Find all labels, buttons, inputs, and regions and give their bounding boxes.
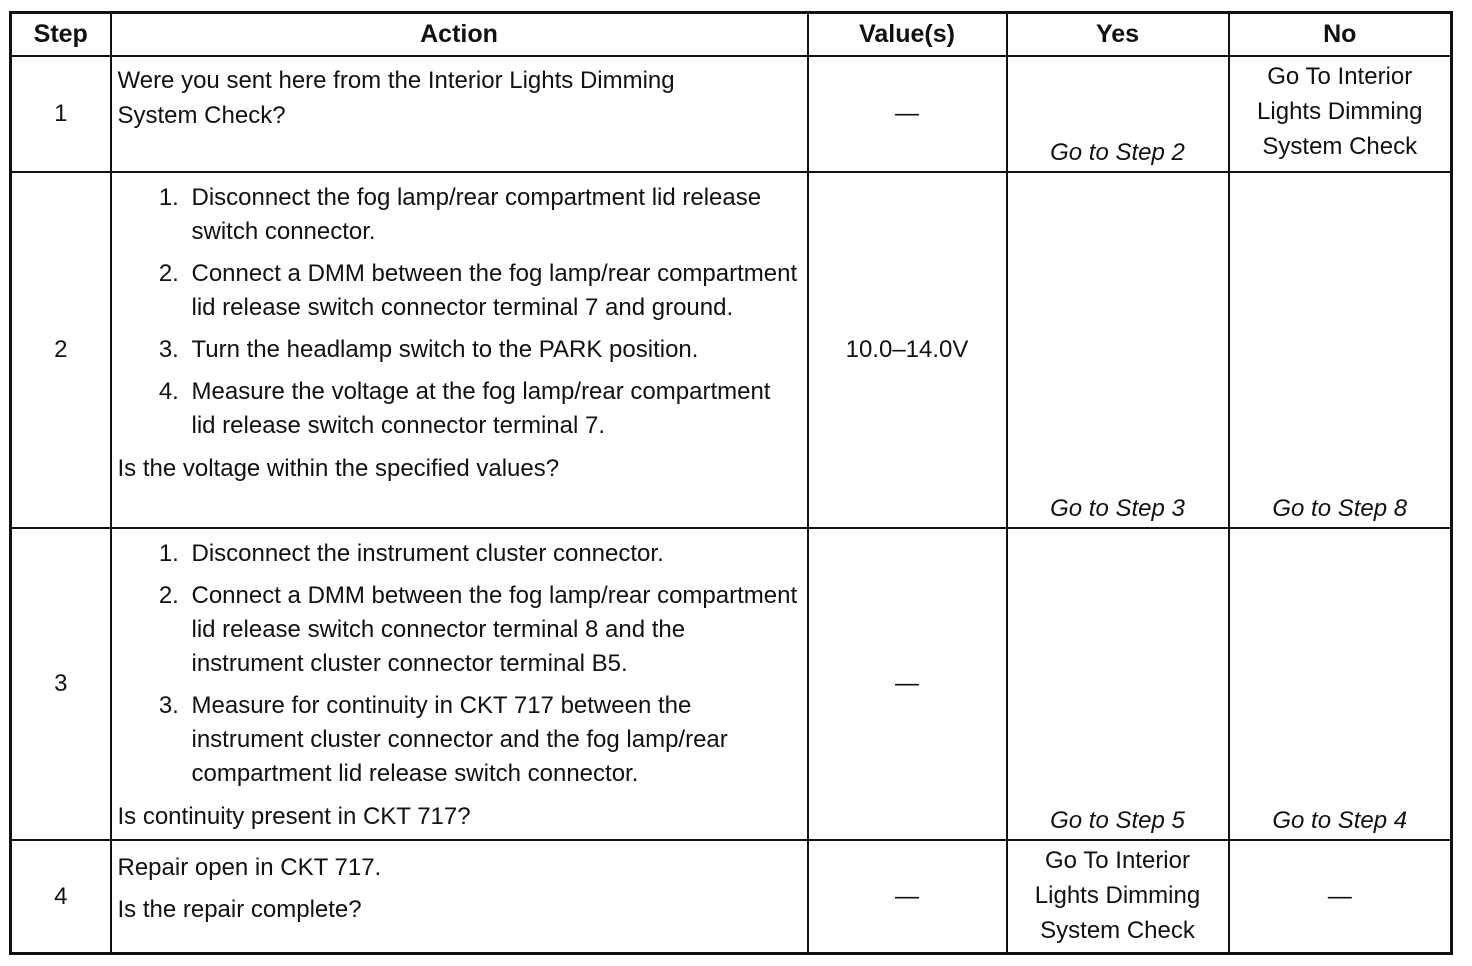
action-step: 3. Turn the headlamp switch to the PARK position.: [186, 333, 801, 367]
action-question: System Check?: [117, 102, 286, 129]
action-question: Is the repair complete?: [117, 896, 362, 923]
action-cell: [111, 56, 808, 172]
action-text: Repair open in CKT 717.: [117, 854, 382, 881]
no-cell: Go to Step 4: [1229, 528, 1452, 840]
action-question: Were you sent here from the Interior Lights Dimming: [117, 67, 675, 94]
step-number: 1: [11, 56, 111, 172]
action-step: 3. Measure for continuity in CKT 717 between the instrument cluster connector and the fog lamp/rear compartment lid release switch connector.: [186, 689, 801, 791]
action-question: Is the voltage within the specified values?: [117, 455, 560, 482]
no-line: System Check: [1262, 133, 1418, 160]
action-step: 2. Connect a DMM between the fog lamp/rear compartment lid release switch connector terminal 7 and ground.: [186, 257, 801, 325]
header-yes: Yes: [1007, 13, 1229, 57]
yes-cell: Go to Step 3: [1007, 172, 1229, 528]
step-number: 2: [11, 172, 111, 528]
header-no: No: [1229, 13, 1452, 57]
header-values: Value(s): [808, 13, 1007, 57]
value-cell: 10.0–14.0V: [808, 172, 1007, 528]
diagnostic-table: [9, 11, 1453, 955]
no-cell: —: [1229, 840, 1452, 954]
step-number: 4: [11, 840, 111, 954]
yes-line: Lights Dimming: [1034, 882, 1201, 909]
yes-cell: Go to Step 2: [1007, 56, 1229, 172]
action-step: 1. Disconnect the fog lamp/rear compartment lid release switch connector.: [186, 181, 801, 249]
table-row: [11, 56, 1452, 172]
action-steps-list: [118, 537, 801, 791]
action-steps-list: [118, 181, 801, 443]
value-cell: —: [808, 56, 1007, 172]
action-cell: [111, 172, 808, 528]
action-question: Is continuity present in CKT 717?: [117, 803, 471, 830]
action-step: 4. Measure the voltage at the fog lamp/rear compartment lid release switch connector terminal 7.: [186, 375, 801, 443]
yes-line: Go To Interior: [1045, 847, 1190, 874]
yes-cell: Go to Step 5: [1007, 528, 1229, 840]
no-cell: Go to Step 8: [1229, 172, 1452, 528]
value-cell: —: [808, 840, 1007, 954]
no-line: Lights Dimming: [1257, 98, 1423, 125]
step-number: 3: [11, 528, 111, 840]
action-cell: [111, 840, 808, 954]
header-action: Action: [111, 13, 808, 57]
action-step: 2. Connect a DMM between the fog lamp/rear compartment lid release switch connector terminal 8 and the instrument cluster connector terminal B5.: [186, 579, 801, 681]
action-cell: [111, 528, 808, 840]
table-row: [11, 172, 1452, 528]
table-row: [11, 528, 1452, 840]
header-row: [11, 13, 1452, 57]
value-cell: —: [808, 528, 1007, 840]
header-step: Step: [11, 13, 111, 57]
action-step: 1. Disconnect the instrument cluster connector.: [186, 537, 801, 571]
table-row: [11, 840, 1452, 954]
no-cell: [1229, 56, 1452, 172]
yes-line: System Check: [1040, 917, 1195, 944]
yes-cell: [1007, 840, 1229, 954]
no-line: Go To Interior: [1267, 63, 1413, 90]
